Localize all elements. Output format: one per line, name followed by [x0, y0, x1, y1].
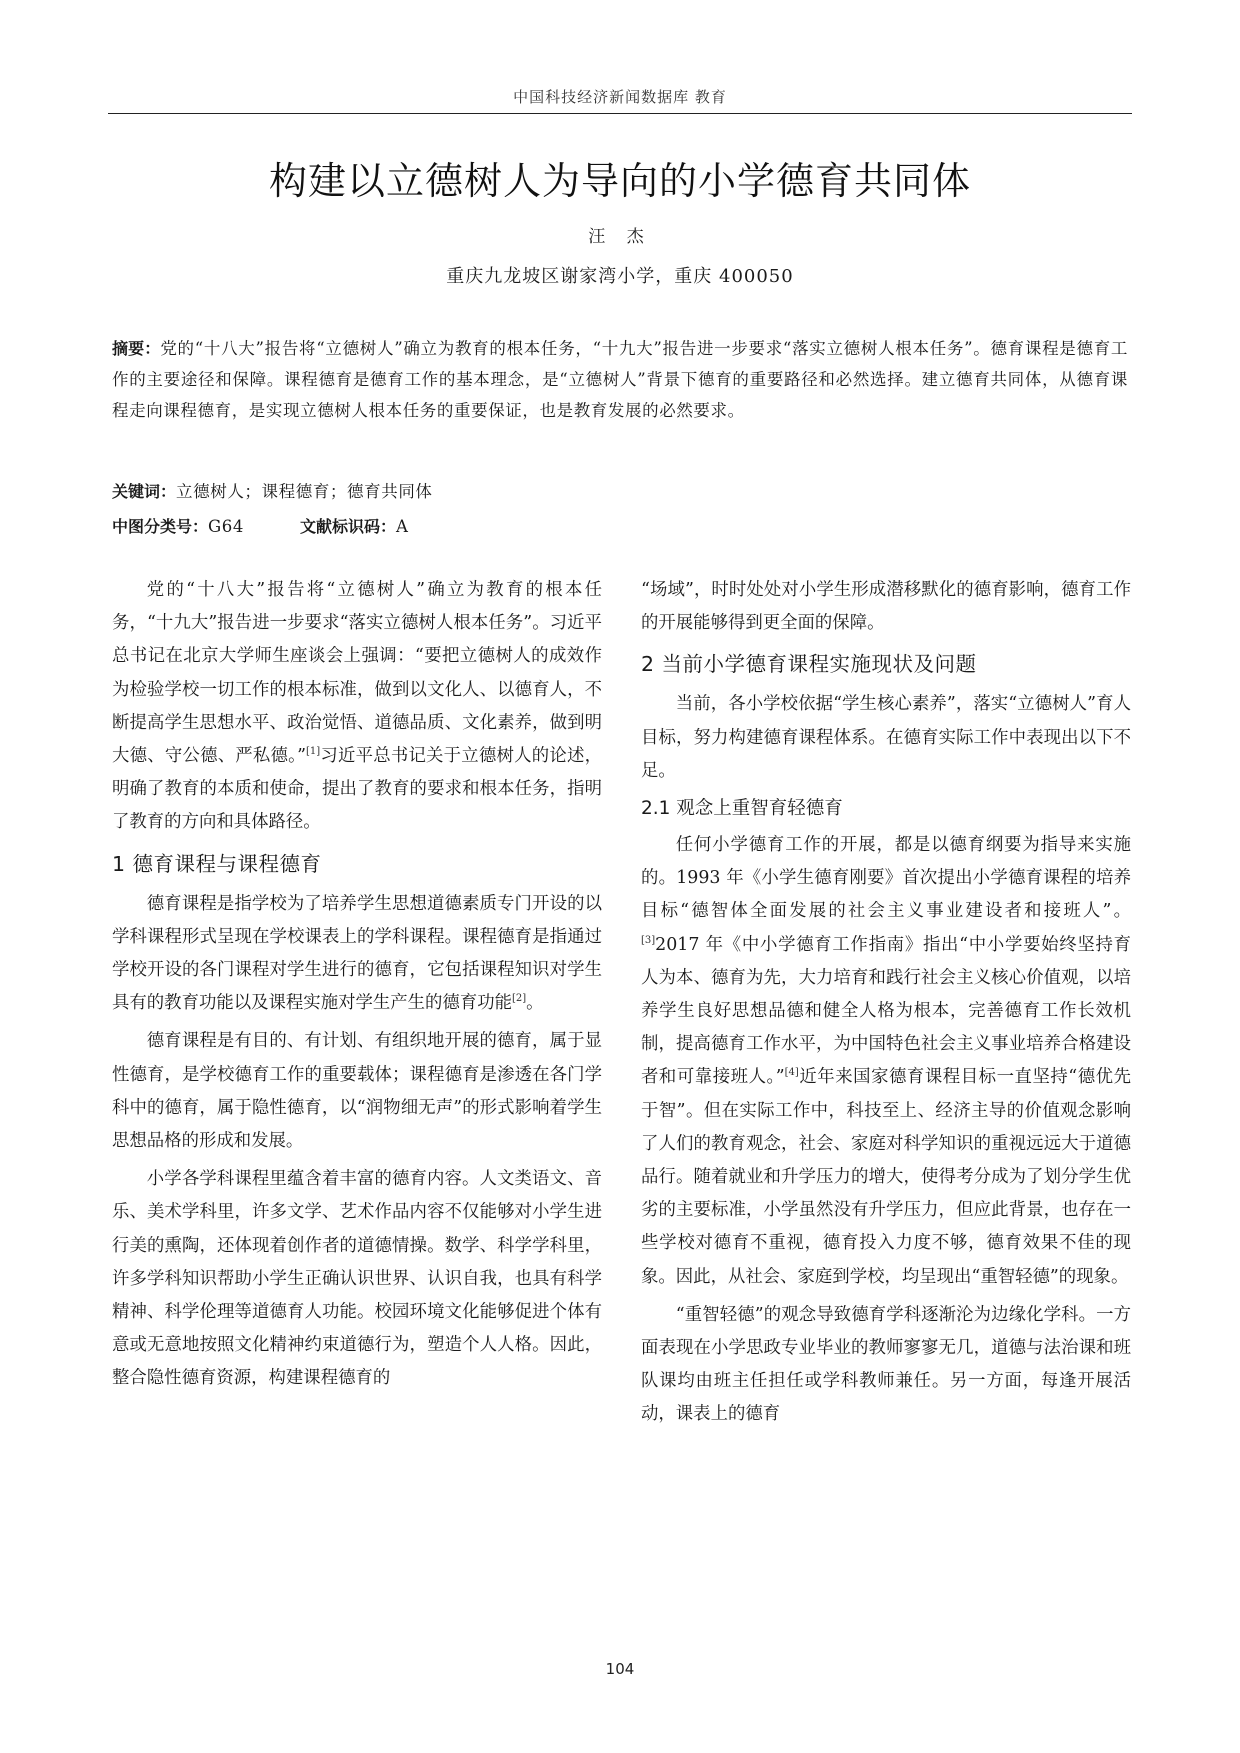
section-1-paragraph-2: 德育课程是有目的、有计划、有组织地开展的德育，属于显性德育，是学校德育工作的重要载体；课程德育是渗透在各门学科中的德育，属于隐性德育，以“润物细无声”的形式影响着学生思想品格的形成和发展。: [112, 1031, 602, 1152]
classification-line: [112, 514, 409, 537]
intro-text-a: 党的“十八大”报告将“立德树人”确立为教育的根本任务，“十九大”报告进一步要求“落实立德树人根本任务”。习近平总书记在北京大学师生座谈会上强调：“要把立德树人的成效作为检验学校一切工作的根本标准，做到以文化人、以德育人，不断提高学生思想水平、政治觉悟、道德品质、文化素养，做到明大德、守公德、严私德。”: [112, 580, 602, 767]
right-column: [641, 574, 1131, 1437]
keywords-label: 关键词：: [112, 482, 177, 501]
sec1-p1-text-b: 。: [526, 993, 544, 1014]
section-1-paragraph-1: [112, 888, 602, 1021]
citation-1: [1]: [305, 746, 321, 758]
abstract: [112, 333, 1128, 426]
abstract-text: 党的“十八大”报告将“立德树人”确立为教育的根本任务，“十九大”报告进一步要求“落实立德树人根本任务”。德育课程是德育工作的主要途径和保障。课程德育是德育工作的基本理念，是“立德树人”背景下德育的重要路径和必然选择。建立德育共同体，从德育课程走向课程德育，是实现立德树人根本任务的重要保证，也是教育发展的必然要求。: [112, 339, 1128, 420]
citation-4: [4]: [784, 1067, 799, 1079]
section-1-heading: 1 德育课程与课程德育: [112, 851, 322, 876]
sec21-p1-text-a: 任何小学德育工作的开展，都是以德育纲要为指导来实施的。1993 年《小学生德育刚要》首次提出小学德育课程的培养目标“德智体全面发展的社会主义事业建设者和接班人”。: [641, 835, 1131, 922]
author-affiliation: 重庆九龙坡区谢家湾小学，重庆 400050: [446, 266, 794, 287]
page-number: 104: [605, 1660, 635, 1678]
section-2-1-heading: 2.1 观念上重智育轻德育: [641, 798, 843, 820]
doc-code-value: A: [396, 517, 409, 536]
clc-value: G64: [208, 517, 244, 536]
citation-2: [2]: [512, 993, 527, 1005]
section-2-1-paragraph-1: [641, 829, 1131, 1294]
header-divider: [108, 113, 1132, 114]
clc-label: 中图分类号：: [112, 517, 209, 536]
section-2-heading: 2 当前小学德育课程实施现状及问题: [641, 652, 977, 677]
left-column: [112, 574, 602, 1401]
running-header: 中国科技经济新闻数据库 教育: [513, 88, 727, 106]
section-1-paragraph-3-continued: “场域”，时时处处对小学生形成潜移默化的德育影响，德育工作的开展能够得到更全面的保障。: [641, 580, 1131, 634]
section-2-1-paragraph-2: “重智轻德”的观念导致德育学科逐渐沦为边缘化学科。一方面表现在小学思政专业毕业的教师寥寥无几，道德与法治课和班队课均由班主任担任或学科教师兼任。另一方面，每逢开展活动，课表上的德育: [641, 1304, 1131, 1425]
intro-paragraph: [112, 574, 602, 840]
keywords-text: 立德树人；课程德育；德育共同体: [176, 482, 433, 501]
intro-text-b: 习近平总书记关于立德树人的论述，明确了教育的本质和使命，提出了教育的要求和根本任务，指明了教育的方向和具体路径。: [112, 746, 602, 833]
article-author: 汪 杰: [588, 227, 652, 247]
sec21-p1-text-c: 近年来国家德育课程目标一直坚持“德优先于智”。但在实际工作中，科技至上、经济主导的价值观念影响了人们的教育观念，社会、家庭对科学知识的重视远远大于道德品行。随着就业和升学压力的增大，使得考分成为了划分学生优劣的主要标准，小学虽然没有升学压力，但应此背景，也存在一些学校对德育不重视，德育投入力度不够，德育效果不佳的现象。因此，从社会、家庭到学校，均呈现出“重智轻德”的现象。: [641, 1067, 1131, 1287]
section-2-paragraph-1: 当前，各小学校依据“学生核心素养”，落实“立德树人”育人目标，努力构建德育课程体系。在德育实际工作中表现出以下不足。: [641, 694, 1131, 781]
section-1-paragraph-3: 小学各学科课程里蕴含着丰富的德育内容。人文类语文、音乐、美术学科里，许多文学、艺术作品内容不仅能够对小学生进行美的熏陶，还体现着创作者的道德情操。数学、科学学科里，许多学科知识帮助小学生正确认识世界、认识自我，也具有科学精神、科学伦理等道德育人功能。校园环境文化能够促进个体有意或无意地按照文化精神约束道德行为，塑造个人人格。因此，整合隐性德育资源，构建课程德育的: [112, 1169, 602, 1389]
abstract-label: 摘要：: [112, 339, 161, 358]
citation-3: [3]: [641, 934, 656, 946]
keywords: [112, 478, 433, 502]
sec1-p1-text-a: 德育课程是指学校为了培养学生思想道德素质专门开设的以学科课程形式呈现在学校课表上的学科课程。课程德育是指通过学校开设的各门课程对学生进行的德育，它包括课程知识对学生具有的教育功能以及课程实施对学生产生的德育功能: [112, 893, 602, 1014]
sec21-p1-text-b: 2017 年《中小学德育工作指南》指出“中小学要始终坚持育人为本、德育为先，大力培育和践行社会主义核心价值观，以培养学生良好思想品德和健全人格为根本，完善德育工作长效机制，提高德育工作水平，为中国特色社会主义事业培养合格建设者和可靠接班人。”: [641, 934, 1131, 1088]
doc-code-label: 文献标识码：: [300, 517, 397, 536]
article-title: 构建以立德树人为导向的小学德育共同体: [268, 159, 971, 203]
